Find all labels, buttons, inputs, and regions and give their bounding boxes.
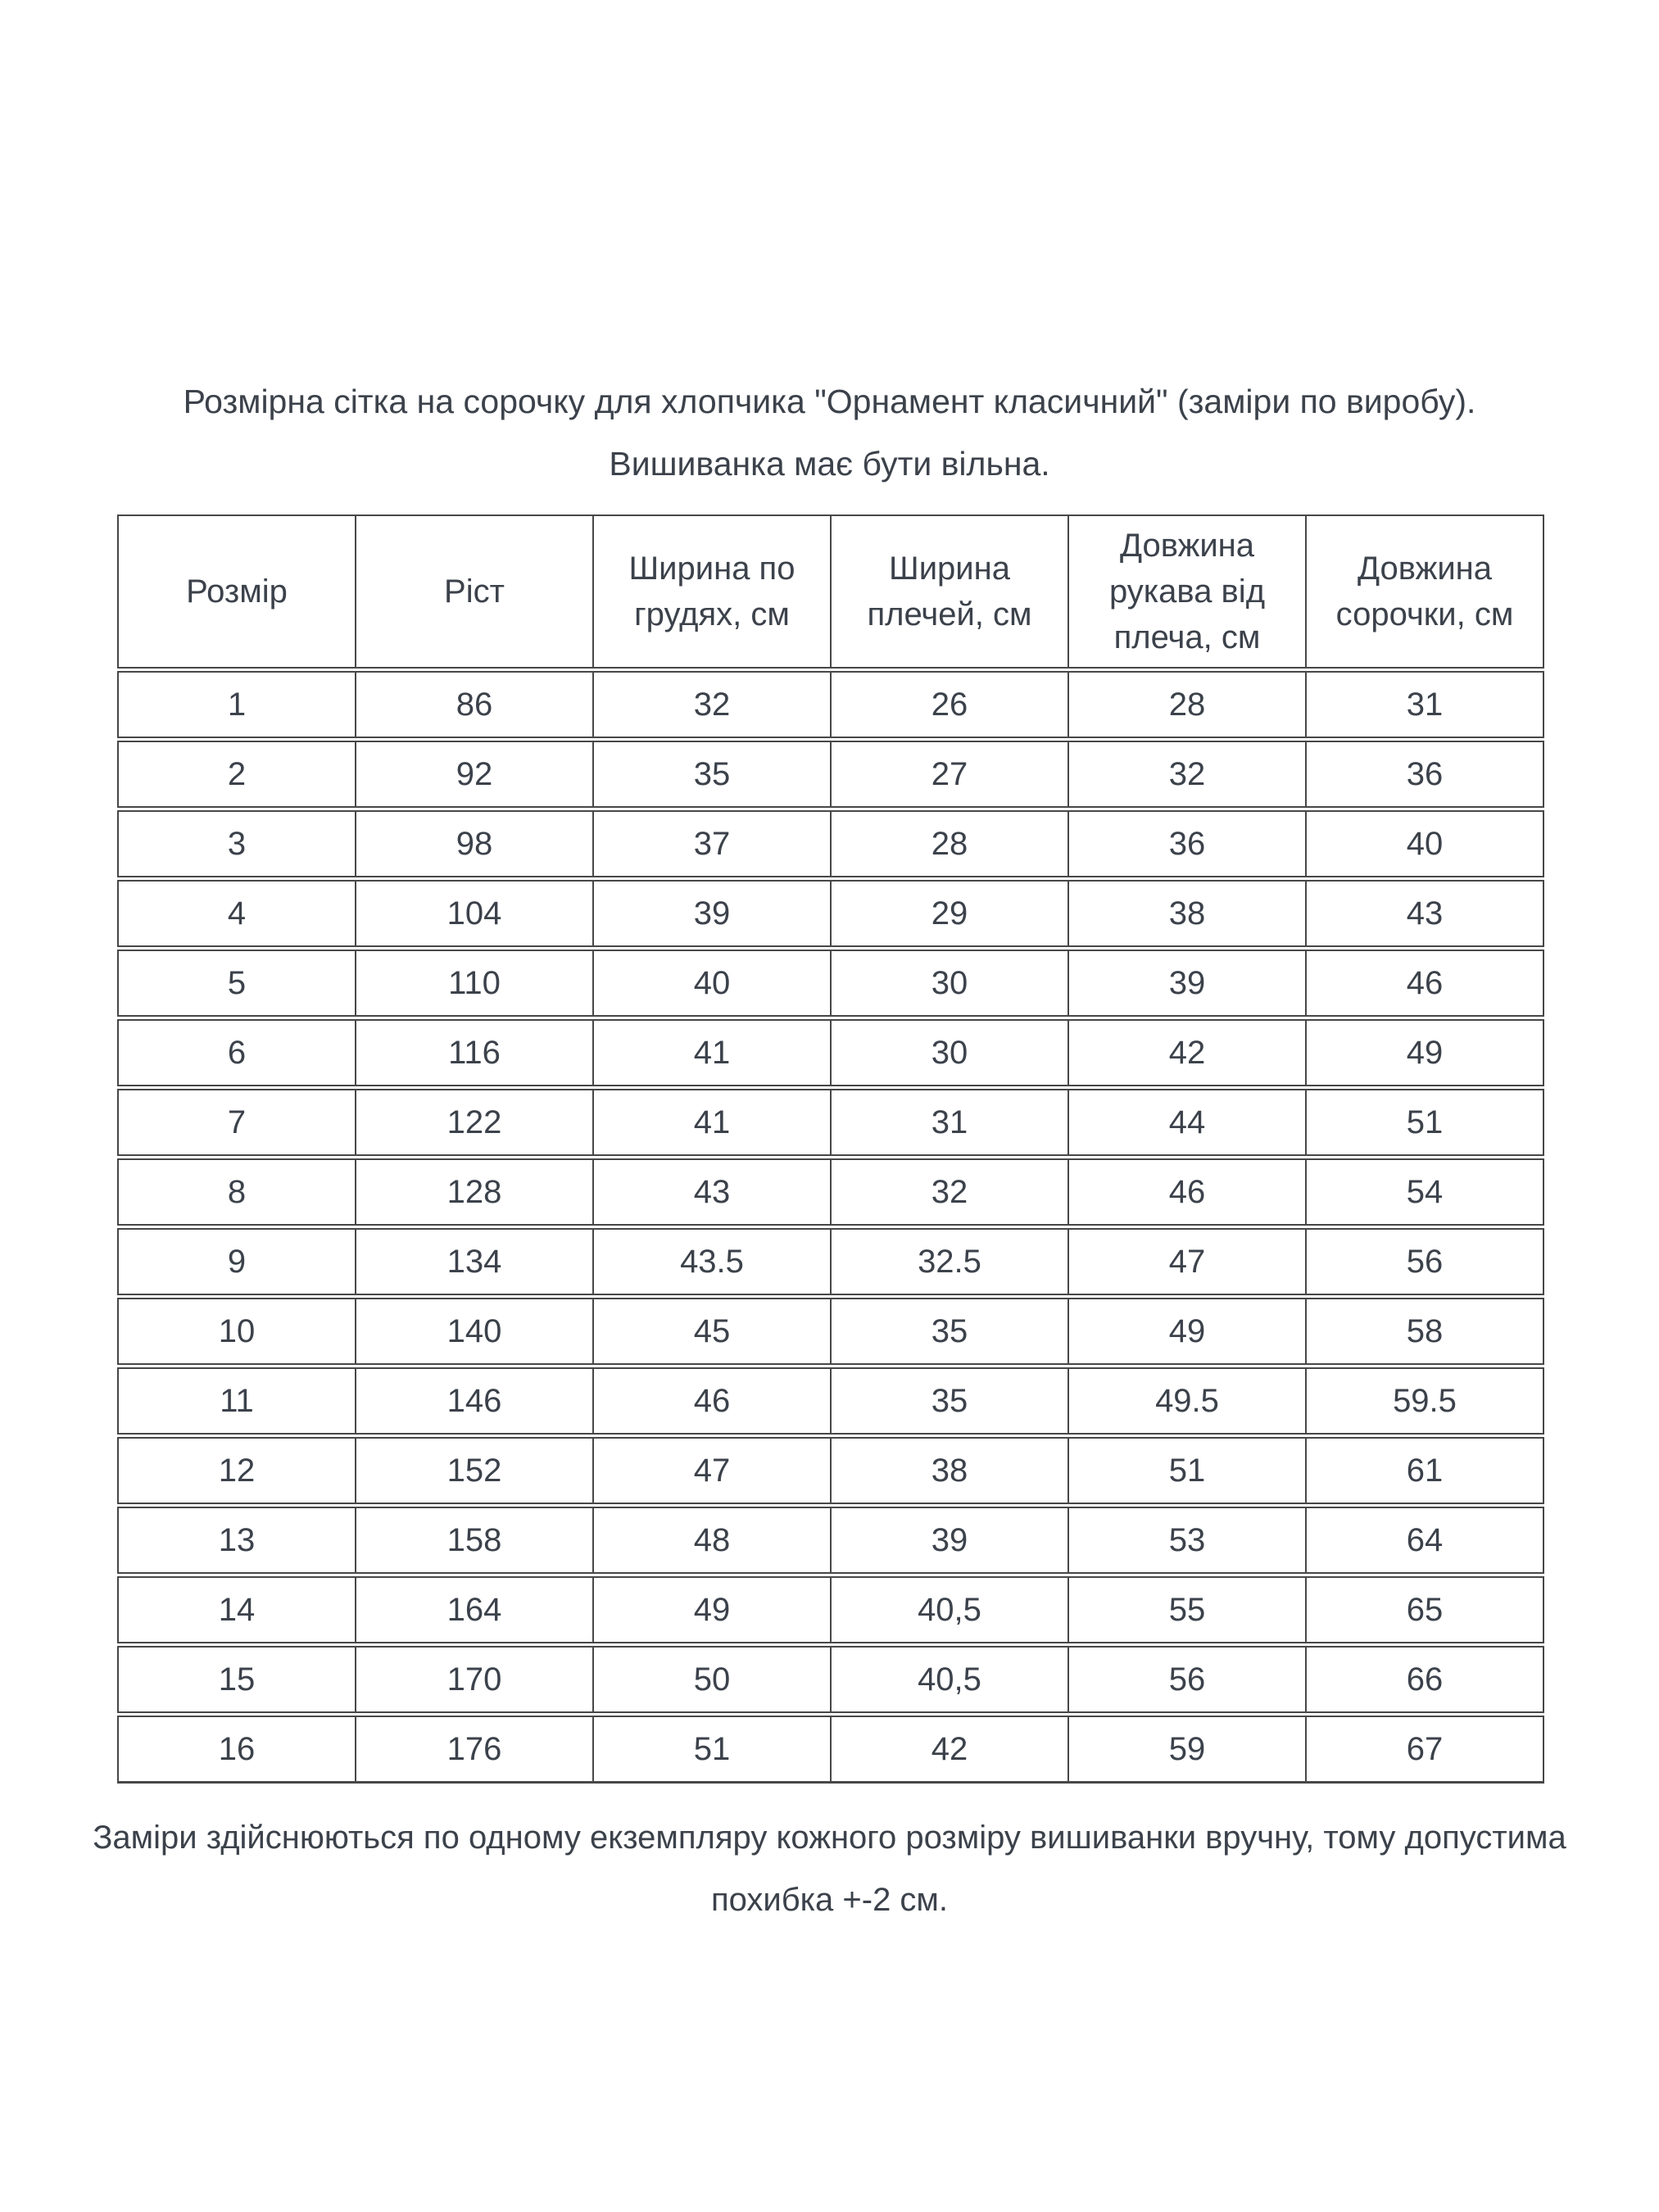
table-cell-r6-c4: 30	[831, 1018, 1068, 1088]
table-cell-r14-c5: 55	[1068, 1575, 1306, 1645]
table-cell-r15-c6: 66	[1306, 1645, 1543, 1715]
table-cell-r3-c2: 98	[356, 809, 593, 879]
table-cell-r2-c4: 27	[831, 740, 1068, 809]
table-cell-r13-c4: 39	[831, 1506, 1068, 1575]
table-cell-r2-c1: 2	[118, 740, 356, 809]
table-cell-r16-c3: 51	[593, 1715, 831, 1783]
table-cell-r5-c3: 40	[593, 949, 831, 1018]
size-chart-table	[117, 514, 1544, 1784]
table-cell-r6-c5: 42	[1068, 1018, 1306, 1088]
table-cell-r12-c4: 38	[831, 1436, 1068, 1506]
table-cell-r14-c3: 49	[593, 1575, 831, 1645]
table-cell-r11-c3: 46	[593, 1367, 831, 1436]
table-cell-r15-c5: 56	[1068, 1645, 1306, 1715]
table-cell-r1-c6: 31	[1306, 670, 1543, 740]
table-row	[118, 1506, 1543, 1575]
table-row	[118, 1297, 1543, 1367]
table-cell-r10-c4: 35	[831, 1297, 1068, 1367]
table-cell-r8-c6: 54	[1306, 1158, 1543, 1227]
footer-note-line-2: похибка +-2 см.	[710, 1882, 949, 1918]
table-cell-r10-c2: 140	[356, 1297, 593, 1367]
table-cell-r3-c3: 37	[593, 809, 831, 879]
column-header-1: Розмір	[118, 515, 356, 670]
table-cell-r10-c6: 58	[1306, 1297, 1543, 1367]
table-cell-r2-c3: 35	[593, 740, 831, 809]
column-header-3: Ширина по грудях, см	[593, 515, 831, 670]
column-header-6: Довжина сорочки, см	[1306, 515, 1543, 670]
table-cell-r16-c2: 176	[356, 1715, 593, 1783]
table-cell-r13-c3: 48	[593, 1506, 831, 1575]
table-cell-r1-c1: 1	[118, 670, 356, 740]
table-row	[118, 1367, 1543, 1436]
column-header-4: Ширина плечей, см	[831, 515, 1068, 670]
table-cell-r14-c6: 65	[1306, 1575, 1543, 1645]
table-cell-r7-c4: 31	[831, 1088, 1068, 1158]
table-cell-r2-c5: 32	[1068, 740, 1306, 809]
table-cell-r8-c3: 43	[593, 1158, 831, 1227]
table-cell-r12-c6: 61	[1306, 1436, 1543, 1506]
table-cell-r10-c3: 45	[593, 1297, 831, 1367]
table-cell-r16-c6: 67	[1306, 1715, 1543, 1783]
table-cell-r15-c2: 170	[356, 1645, 593, 1715]
table-cell-r8-c5: 46	[1068, 1158, 1306, 1227]
page-title-line-2: Вишиванка має бути вільна.	[609, 445, 1050, 483]
table-cell-r4-c4: 29	[831, 879, 1068, 949]
table-cell-r13-c6: 64	[1306, 1506, 1543, 1575]
page-title-line-1: Розмірна сітка на сорочку для хлопчика "Орнамент класичний" (заміри по виробу).	[183, 383, 1476, 420]
table-row	[118, 879, 1543, 949]
table-cell-r8-c4: 32	[831, 1158, 1068, 1227]
column-header-5: Довжина рукава від плеча, см	[1068, 515, 1306, 670]
table-cell-r2-c6: 36	[1306, 740, 1543, 809]
table-row	[118, 670, 1543, 740]
table-cell-r1-c4: 26	[831, 670, 1068, 740]
size-chart-table-body	[118, 670, 1543, 1783]
table-cell-r4-c2: 104	[356, 879, 593, 949]
table-cell-r9-c1: 9	[118, 1227, 356, 1297]
table-cell-r12-c1: 12	[118, 1436, 356, 1506]
table-cell-r8-c1: 8	[118, 1158, 356, 1227]
table-cell-r7-c5: 44	[1068, 1088, 1306, 1158]
table-cell-r15-c4: 40,5	[831, 1645, 1068, 1715]
table-cell-r4-c5: 38	[1068, 879, 1306, 949]
table-cell-r5-c6: 46	[1306, 949, 1543, 1018]
table-cell-r9-c3: 43.5	[593, 1227, 831, 1297]
table-cell-r16-c5: 59	[1068, 1715, 1306, 1783]
table-cell-r13-c2: 158	[356, 1506, 593, 1575]
table-cell-r5-c5: 39	[1068, 949, 1306, 1018]
table-cell-r13-c5: 53	[1068, 1506, 1306, 1575]
table-cell-r11-c2: 146	[356, 1367, 593, 1436]
table-cell-r1-c2: 86	[356, 670, 593, 740]
table-cell-r1-c5: 28	[1068, 670, 1306, 740]
table-cell-r7-c6: 51	[1306, 1088, 1543, 1158]
table-row	[118, 1088, 1543, 1158]
table-cell-r1-c3: 32	[593, 670, 831, 740]
table-cell-r13-c1: 13	[118, 1506, 356, 1575]
table-cell-r11-c5: 49.5	[1068, 1367, 1306, 1436]
table-cell-r3-c1: 3	[118, 809, 356, 879]
table-row	[118, 1645, 1543, 1715]
table-cell-r6-c2: 116	[356, 1018, 593, 1088]
table-cell-r4-c3: 39	[593, 879, 831, 949]
table-cell-r5-c1: 5	[118, 949, 356, 1018]
table-cell-r11-c4: 35	[831, 1367, 1068, 1436]
footer-note	[0, 1806, 1659, 1931]
footer-note-line-1: Заміри здійснюються по одному екземпляру кожного розміру вишиванки вручну, тому допустима	[93, 1820, 1566, 1856]
table-row	[118, 1715, 1543, 1783]
table-row	[118, 949, 1543, 1018]
table-cell-r3-c5: 36	[1068, 809, 1306, 879]
table-cell-r6-c1: 6	[118, 1018, 356, 1088]
table-cell-r12-c5: 51	[1068, 1436, 1306, 1506]
table-cell-r6-c6: 49	[1306, 1018, 1543, 1088]
table-row	[118, 809, 1543, 879]
table-cell-r9-c6: 56	[1306, 1227, 1543, 1297]
table-cell-r14-c4: 40,5	[831, 1575, 1068, 1645]
table-cell-r10-c1: 10	[118, 1297, 356, 1367]
table-cell-r7-c1: 7	[118, 1088, 356, 1158]
table-cell-r9-c5: 47	[1068, 1227, 1306, 1297]
table-cell-r9-c4: 32.5	[831, 1227, 1068, 1297]
table-cell-r9-c2: 134	[356, 1227, 593, 1297]
column-header-2: Ріст	[356, 515, 593, 670]
table-cell-r5-c4: 30	[831, 949, 1068, 1018]
table-cell-r15-c1: 15	[118, 1645, 356, 1715]
table-cell-r12-c2: 152	[356, 1436, 593, 1506]
table-cell-r4-c1: 4	[118, 879, 356, 949]
table-cell-r7-c2: 122	[356, 1088, 593, 1158]
page-title	[0, 0, 1659, 495]
table-row	[118, 1436, 1543, 1506]
table-cell-r14-c2: 164	[356, 1575, 593, 1645]
size-chart-table-head	[118, 515, 1543, 670]
table-cell-r10-c5: 49	[1068, 1297, 1306, 1367]
table-cell-r6-c3: 41	[593, 1018, 831, 1088]
table-row	[118, 1227, 1543, 1297]
table-row	[118, 1158, 1543, 1227]
table-cell-r11-c6: 59.5	[1306, 1367, 1543, 1436]
table-cell-r12-c3: 47	[593, 1436, 831, 1506]
table-row	[118, 740, 1543, 809]
table-cell-r4-c6: 43	[1306, 879, 1543, 949]
table-row	[118, 1018, 1543, 1088]
table-cell-r16-c4: 42	[831, 1715, 1068, 1783]
table-cell-r7-c3: 41	[593, 1088, 831, 1158]
header-row	[118, 515, 1543, 670]
table-cell-r8-c2: 128	[356, 1158, 593, 1227]
table-cell-r11-c1: 11	[118, 1367, 356, 1436]
table-cell-r14-c1: 14	[118, 1575, 356, 1645]
table-cell-r3-c6: 40	[1306, 809, 1543, 879]
table-row	[118, 1575, 1543, 1645]
table-cell-r15-c3: 50	[593, 1645, 831, 1715]
table-cell-r3-c4: 28	[831, 809, 1068, 879]
table-cell-r5-c2: 110	[356, 949, 593, 1018]
table-cell-r2-c2: 92	[356, 740, 593, 809]
table-cell-r16-c1: 16	[118, 1715, 356, 1783]
